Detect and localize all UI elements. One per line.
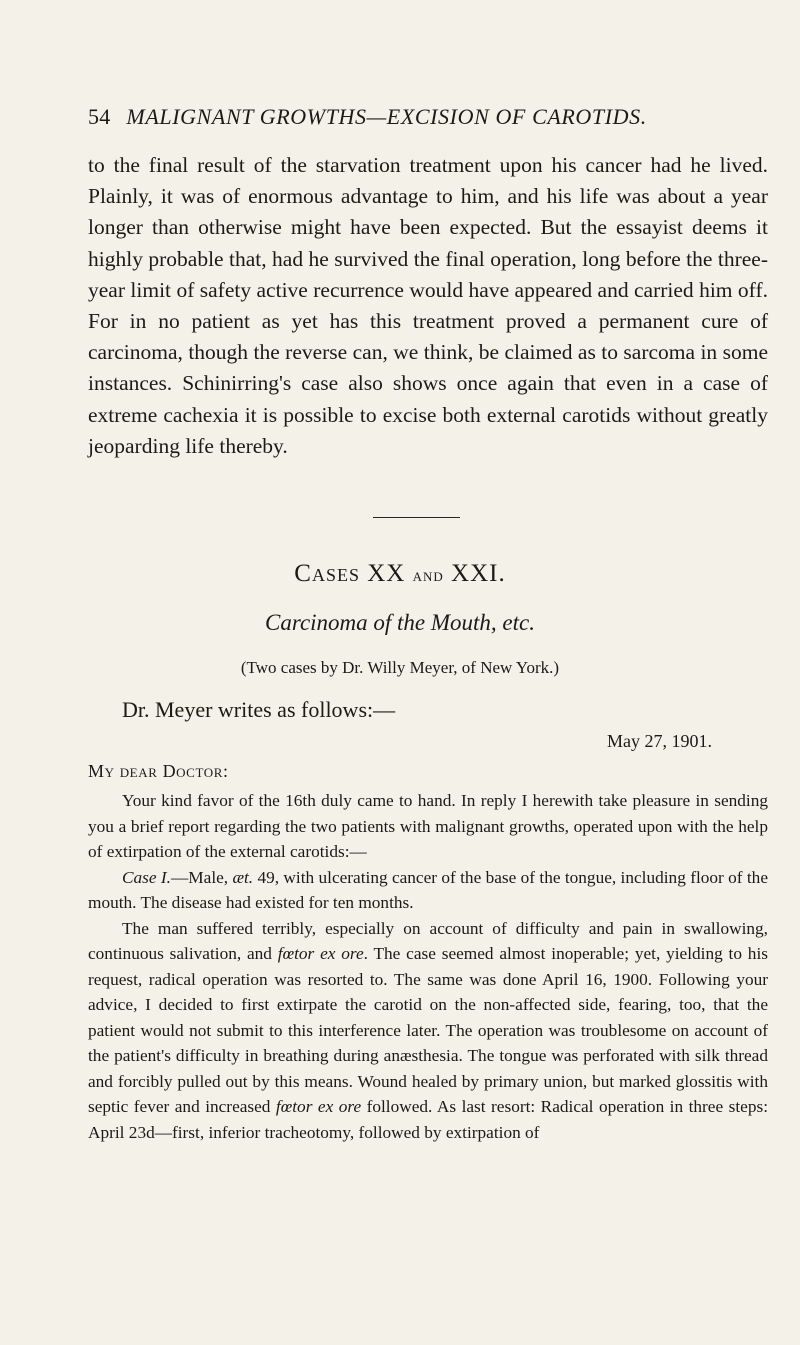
section-attribution: (Two cases by Dr. Willy Meyer, of New York.) bbox=[240, 658, 560, 677]
letter-paragraph-2-a: —Male, bbox=[171, 867, 233, 887]
aet-abbrev: æt. bbox=[232, 867, 254, 887]
letter-paragraph-3-c: followed. As last resort: Radical operation in three steps: April 23d—first, inferior tracheotomy, followed by extirpation of bbox=[88, 1097, 768, 1142]
body-paragraph: to the final result of the starvation treatment upon his cancer had he lived. Plainly, it was of enormous advantage to him, and his life was about a year longer than otherwise might have been expected. But the essayist deems it highly probable that, had he survived the final operation, long before the three-year limit of safety active recurrence would have appeared and carried him off. For in no patient as yet has this treatment proved a permanent cure of carcinoma, though the reverse can, we think, be claimed as to sarcoma in some instances. Schinirring's case also shows once again that even in a case of extreme cachexia it is possible to excise both external carotids without greatly jeoparding life thereby. bbox=[88, 153, 768, 458]
section-heading bbox=[0, 560, 800, 588]
section-subheading: Carcinoma of the Mouth, etc. bbox=[265, 610, 535, 635]
section-divider-rule bbox=[373, 517, 460, 518]
letter-paragraph-3-b: . The case seemed almost inoperable; yet, yielding to his request, radical operation was resorted to. The same was done April 16, 1900. Following your advice, I decided to first extirpate the carotid on the non-affected side, fearing, too, that the patient would not submit to this interference later. The operation was troublesome on account of the patient's difficulty in breathing during anæsthesia. The tongue was perforated with silk thread and forcibly pulled out by this means. Wound healed by primary union, but marked glossitis with septic fever and increased bbox=[88, 944, 768, 1116]
letter-date: May 27, 1901. bbox=[607, 731, 712, 751]
letter-body bbox=[88, 788, 768, 1145]
running-head-title: MALIGNANT GROWTHS—EXCISION OF CAROTIDS. bbox=[126, 104, 647, 129]
case-label: Case I. bbox=[122, 867, 171, 887]
intro-line: Dr. Meyer writes as follows:— bbox=[122, 697, 396, 722]
letter-paragraph-2-b: 49, with ulcerating cancer of the base of the tongue, including floor of the mouth. The disease had existed for ten months. bbox=[88, 867, 768, 912]
letter-paragraph-1: Your kind favor of the 16th duly came to hand. In reply I herewith take pleasure in sending you a brief report regarding the two patients with malignant growths, operated upon with the help of extirpation of the external carotids:— bbox=[88, 791, 768, 861]
section-heading-part1: Cases XX bbox=[294, 560, 413, 587]
running-head bbox=[88, 104, 778, 130]
letter-paragraph-3 bbox=[88, 916, 768, 1146]
page-number: 54 bbox=[88, 104, 111, 129]
foetor-phrase-2: fœtor ex ore bbox=[275, 1097, 362, 1116]
section-heading-and: and bbox=[412, 565, 444, 586]
letter-paragraph-2 bbox=[88, 865, 768, 916]
section-heading-part2: XXI. bbox=[443, 560, 506, 587]
foetor-phrase: fœtor ex ore bbox=[277, 944, 364, 963]
letter-salutation: My dear Doctor: bbox=[88, 761, 229, 781]
letter-paragraph-3-a: The man suffered terribly, especially on account of difficulty and pain in swallowing, continuous salivation, and bbox=[88, 918, 768, 963]
